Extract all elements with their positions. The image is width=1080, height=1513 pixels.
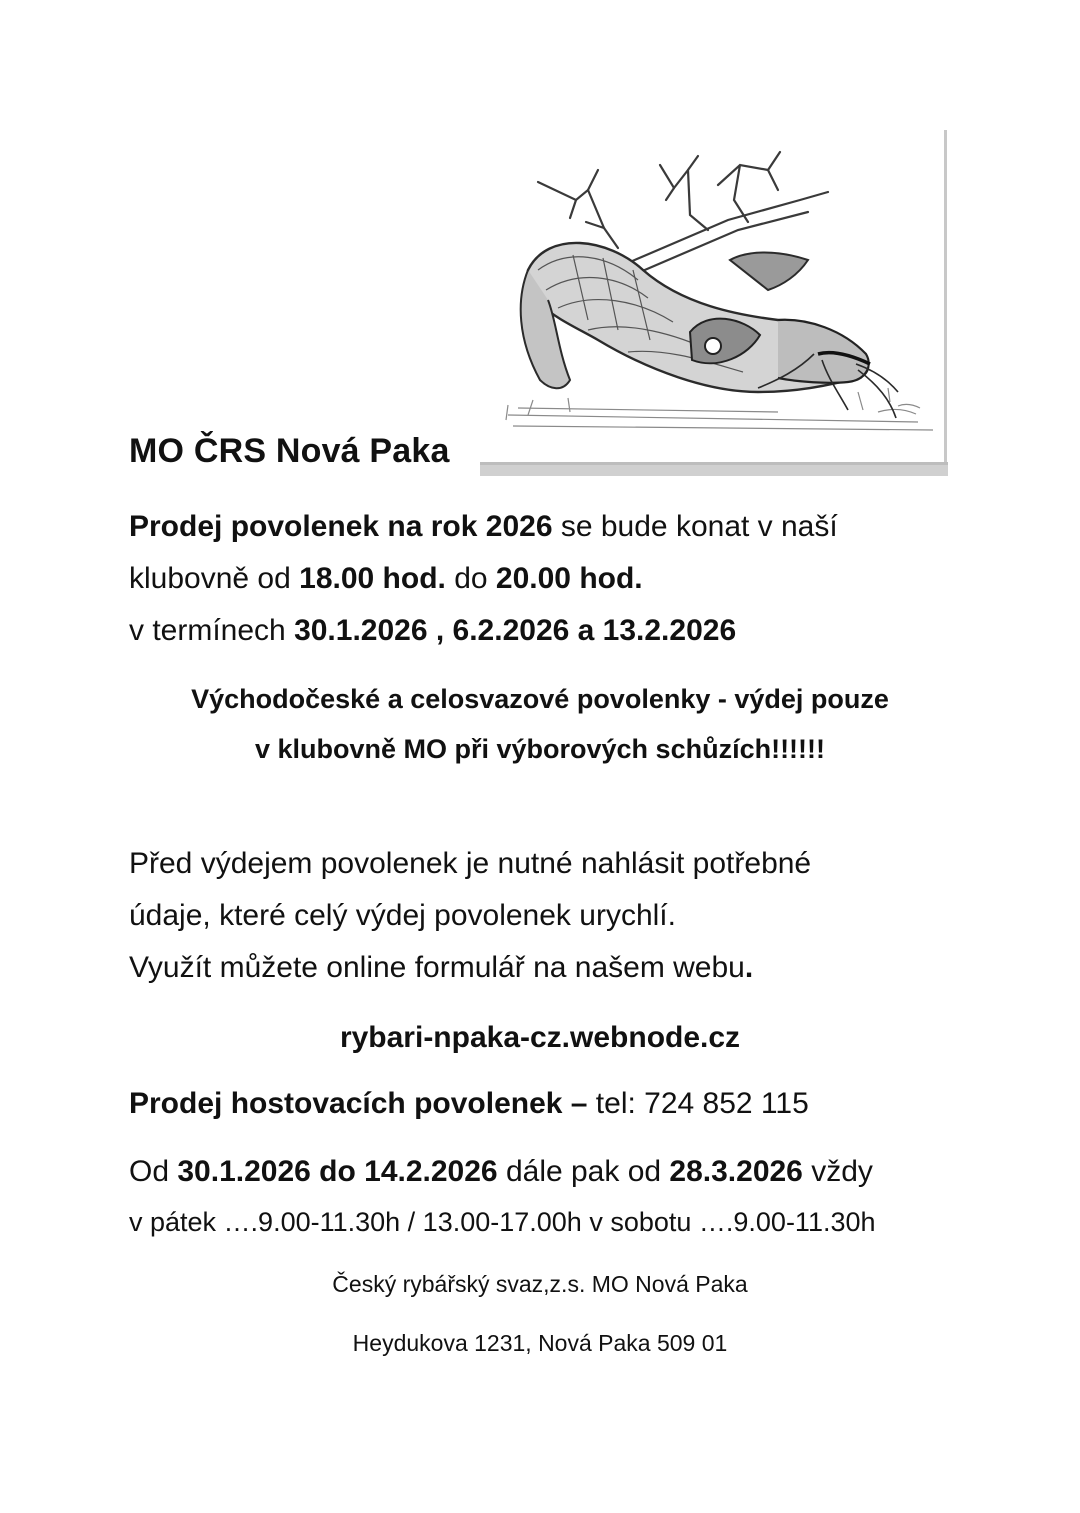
sale-line-2: klubovně od 18.00 hod. do 20.00 hod.: [129, 562, 643, 595]
guest-permits-line: Prodej hostovacích povolenek – tel: 724 852 115: [129, 1087, 809, 1120]
sale-line-3: v termínech 30.1.2026 , 6.2.2026 a 13.2.2026: [129, 614, 737, 647]
info-line-2: údaje, které celý výdej povolenek urychlí.: [129, 899, 676, 932]
info-line-3: Využít můžete online formulář na našem webu.: [129, 951, 754, 984]
notice-line-1: Východočeské a celosvazové povolenky - výdej pouze: [191, 684, 889, 714]
sale-line-1: Prodej povolenek na rok 2026 se bude konat v naší: [129, 510, 838, 543]
opening-hours: v pátek ….9.00-11.30h / 13.00-17.00h v sobotu ….9.00-11.30h: [129, 1207, 876, 1237]
notice-line-2: v klubovně MO při výborových schůzích!!!!!!: [254, 734, 826, 764]
info-line-1: Před výdejem povolenek je nutné nahlásit potřebné: [129, 847, 812, 880]
sale-announcement: [129, 501, 838, 657]
organization-title: MO ČRS Nová Paka: [129, 432, 450, 470]
registration-info: [129, 838, 811, 994]
issuance-notice: [0, 674, 1080, 774]
guest-phone: tel: 724 852 115: [587, 1087, 809, 1120]
guest-dates-line: Od 30.1.2026 do 14.2.2026 dále pak od 28.3.2026 vždy: [129, 1155, 873, 1188]
catfish-illustration: [478, 130, 948, 478]
footer-organization: Český rybářský svaz,z.s. MO Nová Paka: [332, 1271, 748, 1297]
website-link[interactable]: rybari-npaka-cz.webnode.cz: [339, 1021, 741, 1054]
footer-address: Heydukova 1231, Nová Paka 509 01: [352, 1330, 728, 1356]
catfish-drawing-icon: [478, 130, 948, 478]
